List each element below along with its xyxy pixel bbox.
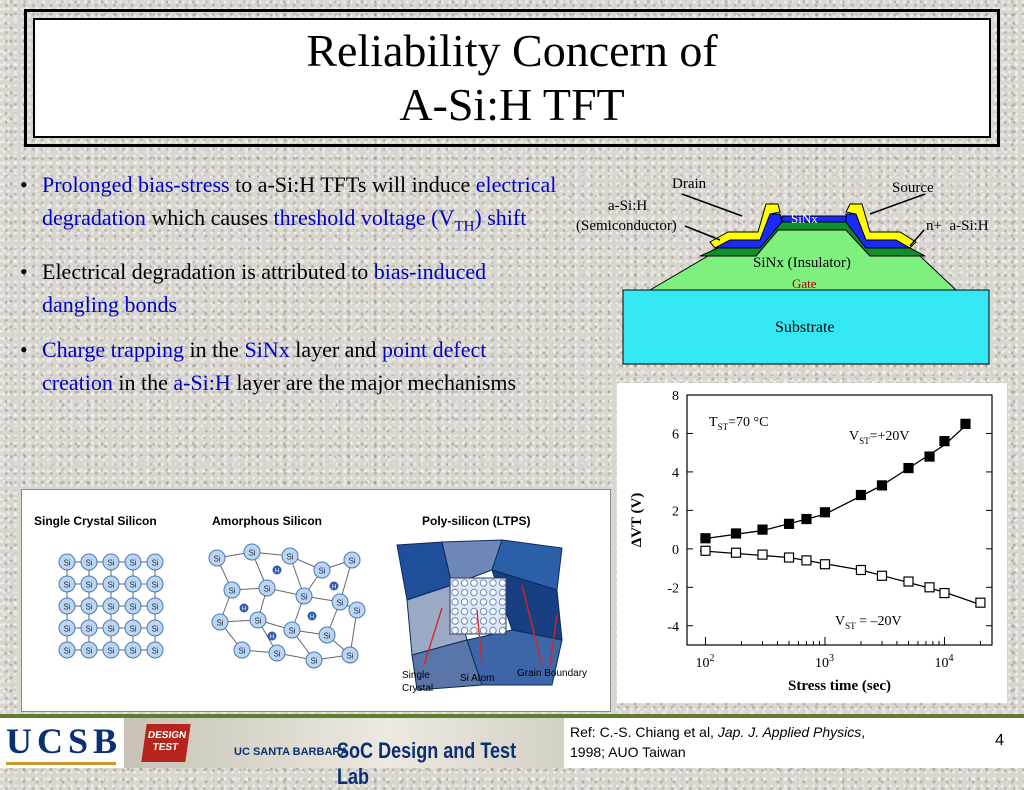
si-atom-label: Si (353, 606, 361, 616)
data-point (925, 583, 934, 592)
si-atom-dot (452, 599, 458, 605)
si-atom-label: Si (151, 558, 159, 568)
lab-banner (124, 718, 564, 789)
si-atom-label: Si (63, 624, 71, 634)
reference-citation (570, 722, 890, 762)
si-atom-dot (490, 580, 496, 586)
bullet-text: layer and (289, 337, 382, 363)
y-tick-label: 0 (672, 542, 679, 558)
si-atom-label: Si (107, 624, 115, 634)
si-atom-dot (461, 589, 467, 595)
data-point (904, 577, 913, 586)
si-atom-label: Si (288, 626, 296, 636)
insulator-label: SiNx (Insulator) (753, 255, 851, 271)
asih-label: a-Si:H (608, 198, 648, 214)
si-atom-dot (452, 618, 458, 624)
bullet-item (20, 333, 560, 399)
x-tick-base: 10 (934, 656, 949, 671)
series-label-positive (849, 429, 910, 446)
x-tick-exponent: 3 (828, 653, 834, 664)
y-tick-label: 6 (672, 427, 679, 443)
si-atom-dot (499, 580, 505, 586)
si-atom-label: Si (129, 580, 137, 590)
si-atom-dot (490, 627, 496, 633)
data-point (802, 556, 811, 565)
data-point (802, 515, 811, 524)
x-tick-exponent: 2 (709, 653, 715, 664)
x-tick-base: 10 (814, 656, 829, 671)
highlighted-text: threshold voltage (V (273, 205, 455, 230)
si-atom-label: Si (254, 616, 262, 626)
temperature-annotation-main: T (709, 415, 718, 430)
si-atom-label: Si (151, 646, 159, 656)
fit-curve-negative (700, 551, 980, 605)
si-atom-label: Si (129, 624, 137, 634)
single-crystal-label-2: Crystal (402, 683, 434, 694)
bullet-text: in the (112, 370, 174, 396)
h-atom-label: H (309, 614, 315, 621)
si-atom-dot (461, 618, 467, 624)
grain-boundary-label: Grain Boundary (517, 668, 588, 679)
si-atom-dot (461, 580, 467, 586)
h-atom-label: H (331, 584, 337, 591)
si-atom-label: Si (85, 624, 93, 634)
ref-journal: Jap. J. Applied Physics (717, 724, 862, 740)
y-tick-label: 8 (672, 389, 679, 404)
si-atom-dot (452, 608, 458, 614)
si-atom-dot (480, 580, 486, 586)
bullet-text: in the (183, 337, 245, 363)
data-point (976, 598, 985, 607)
data-point (961, 419, 970, 428)
y-tick-label: -2 (667, 581, 679, 597)
series-label-positive-sub: ST (859, 436, 870, 446)
data-point (785, 519, 794, 528)
si-atom-dot (471, 608, 477, 614)
temperature-annotation-value: =70 °C (728, 415, 769, 430)
footer (0, 718, 1024, 789)
temperature-annotation-sub: ST (717, 422, 729, 432)
x-tick-base: 10 (695, 656, 710, 671)
si-atom-dot (452, 627, 458, 633)
si-atom-label: Si (151, 580, 159, 590)
si-atom-dot (490, 618, 496, 624)
data-point (820, 560, 829, 569)
si-atom-label: Si (85, 558, 93, 568)
lab-name: SoC Design and Test Lab (337, 738, 517, 789)
si-atom-dot (499, 618, 505, 624)
semiconductor-label: (Semiconductor) (576, 218, 677, 234)
si-atom-label: Si (63, 646, 71, 656)
data-point (758, 550, 767, 559)
si-atom-label: Si (213, 554, 221, 564)
si-atom-label: Si (63, 602, 71, 612)
uc-santa-barbara-label: UC SANTA BARBARA (234, 746, 349, 758)
title-frame (24, 9, 1000, 147)
data-point (732, 529, 741, 538)
highlighted-text: point defect creation (42, 337, 487, 396)
si-atom-dot (490, 608, 496, 614)
si-atom-dot (480, 589, 486, 595)
si-atom-label: Si (151, 602, 159, 612)
silicon-forms-figure (21, 489, 611, 712)
si-atom-label: Si (318, 566, 326, 576)
si-atom-label: Si (85, 602, 93, 612)
highlighted-text: electrical degradation (42, 172, 557, 230)
highlighted-text: Charge trapping (42, 337, 184, 363)
si-atom-dot (461, 627, 467, 633)
tft-cross-section-diagram (570, 170, 1000, 370)
n-plus-label: n+ a-Si:H (926, 218, 989, 234)
single-crystal-label-1: Single (402, 670, 430, 681)
plot-frame (687, 395, 992, 645)
si-atom-label: Si (273, 649, 281, 659)
h-atom-label: H (274, 568, 280, 575)
bullet-marker: • (20, 337, 28, 363)
si-atom-label: Si (228, 586, 236, 596)
gate-label: Gate (792, 276, 817, 291)
si-atom-label: Si (286, 552, 294, 562)
bullet-text: layer are the major mechanisms (230, 370, 517, 396)
slide-title-line1: Reliability Concern of (306, 25, 718, 76)
si-atom-dot (461, 608, 467, 614)
x-tick-exponent: 4 (948, 653, 954, 664)
source-label: Source (892, 180, 934, 196)
series-label-negative (835, 614, 902, 631)
bullet-marker: • (20, 172, 28, 197)
si-atom-label: Si (85, 580, 93, 590)
x-tick-label (815, 653, 834, 671)
si-atom-label: Si (300, 592, 308, 602)
si-atom-label: Si (151, 624, 159, 634)
si-atom-label: Si (107, 558, 115, 568)
si-atom-dot (461, 599, 467, 605)
si-atom-dot (499, 599, 505, 605)
si-atom-label: Si (107, 580, 115, 590)
poly-silicon-title: Poly-silicon (LTPS) (422, 514, 531, 528)
sinx-top-label: SiNx (791, 211, 818, 226)
highlighted-text: ) shift (474, 205, 527, 230)
series-label-positive-value: =+20V (869, 429, 910, 444)
bullet-list (20, 168, 560, 411)
amorphous-title: Amorphous Silicon (212, 514, 323, 528)
substrate-label: Substrate (775, 319, 835, 336)
data-point (925, 452, 934, 461)
data-point (758, 525, 767, 534)
si-atom-dot (499, 608, 505, 614)
si-atom-dot (490, 599, 496, 605)
ref-suffix: , 1998; AUO Taiwan (570, 724, 866, 760)
si-atom-label: Si (107, 602, 115, 612)
highlighted-text: a-Si:H (173, 370, 231, 396)
data-point (940, 589, 949, 598)
slide-title-line2: A-Si:H TFT (399, 79, 625, 130)
x-axis-label: Stress time (sec) (787, 678, 892, 694)
highlighted-text: Prolonged bias-stress (42, 172, 230, 197)
data-point (701, 546, 710, 555)
si-atom-label: Si (216, 618, 224, 628)
data-point (877, 481, 886, 490)
si-atom-label: Si (310, 656, 318, 666)
series-label-negative-sub: ST (845, 621, 856, 631)
si-atom-dot (480, 599, 486, 605)
si-atom-dot (480, 627, 486, 633)
si-atom-callout-label: Si Atom (460, 673, 495, 684)
si-atom-label: Si (323, 631, 331, 641)
highlighted-text: SiNx (244, 337, 290, 363)
chip-label-design: DESIGN (147, 730, 187, 741)
si-atom-dot (471, 627, 477, 633)
si-atom-label: Si (336, 598, 344, 608)
data-point (856, 566, 865, 575)
si-atom-label: Si (129, 558, 137, 568)
si-atom-dot (471, 589, 477, 595)
si-atom-label: Si (346, 651, 354, 661)
si-atom-label: Si (238, 646, 246, 656)
si-atom-dot (452, 580, 458, 586)
data-point (732, 548, 741, 557)
single-crystal-title: Single Crystal Silicon (34, 514, 157, 528)
si-atom-dot (480, 618, 486, 624)
ref-prefix: Ref: C.-S. Chiang et al, (570, 724, 718, 740)
data-point (856, 491, 865, 500)
si-atom-label: Si (129, 602, 137, 612)
series-label-positive-main: V (849, 429, 860, 444)
si-atom-dot (452, 589, 458, 595)
si-atom-label: Si (248, 548, 256, 558)
si-atom-dot (480, 608, 486, 614)
series-label-negative-value: = –20V (855, 614, 902, 629)
data-point (820, 508, 829, 517)
bullet-item (20, 255, 560, 321)
design-test-chip-logo (141, 724, 190, 762)
fit-curve-positive (700, 426, 965, 539)
page-number: 4 (995, 732, 1004, 749)
delta-vt-chart (617, 383, 1007, 703)
si-atom-label: Si (129, 646, 137, 656)
h-atom-label: H (241, 606, 247, 613)
si-atom-label: Si (85, 646, 93, 656)
si-atom-dot (471, 618, 477, 624)
y-axis-label: ΔVT (V) (629, 492, 645, 548)
bullet-item (20, 168, 560, 243)
bullet-text: which causes (145, 205, 274, 230)
data-point (701, 534, 710, 543)
bullet-text: Electrical degradation is attributed to (42, 259, 374, 285)
h-atom-label: H (269, 634, 275, 641)
x-tick-label (696, 653, 715, 671)
si-atom-label: Si (348, 556, 356, 566)
si-atom-dot (499, 589, 505, 595)
si-atom-dot (471, 599, 477, 605)
data-point (904, 464, 913, 473)
si-atom-label: Si (63, 580, 71, 590)
si-atom-dot (490, 589, 496, 595)
si-atom-label: Si (263, 584, 271, 594)
y-tick-label: -4 (667, 619, 679, 635)
si-atom-label: Si (63, 558, 71, 568)
data-point (940, 437, 949, 446)
bullet-marker: • (20, 259, 28, 285)
series-label-negative-main: V (835, 614, 846, 629)
x-tick-label (934, 653, 953, 671)
y-tick-label: 2 (672, 504, 679, 520)
data-point (785, 553, 794, 562)
ucsb-logo-bar (6, 762, 116, 765)
data-point (877, 571, 886, 580)
title-box (33, 18, 991, 138)
y-tick-label: 4 (672, 465, 679, 481)
highlighted-text: bias-induced dangling bonds (42, 259, 487, 318)
ucsb-logo: UCSB (6, 721, 123, 761)
bullet-text: to a-Si:H TFTs will induce (229, 172, 476, 197)
highlighted-text: TH (454, 218, 475, 235)
drain-label: Drain (672, 176, 707, 192)
si-atom-dot (499, 627, 505, 633)
si-atom-label: Si (107, 646, 115, 656)
si-atom-dot (471, 580, 477, 586)
temperature-annotation (709, 415, 768, 432)
chip-label-test: TEST (151, 742, 179, 753)
